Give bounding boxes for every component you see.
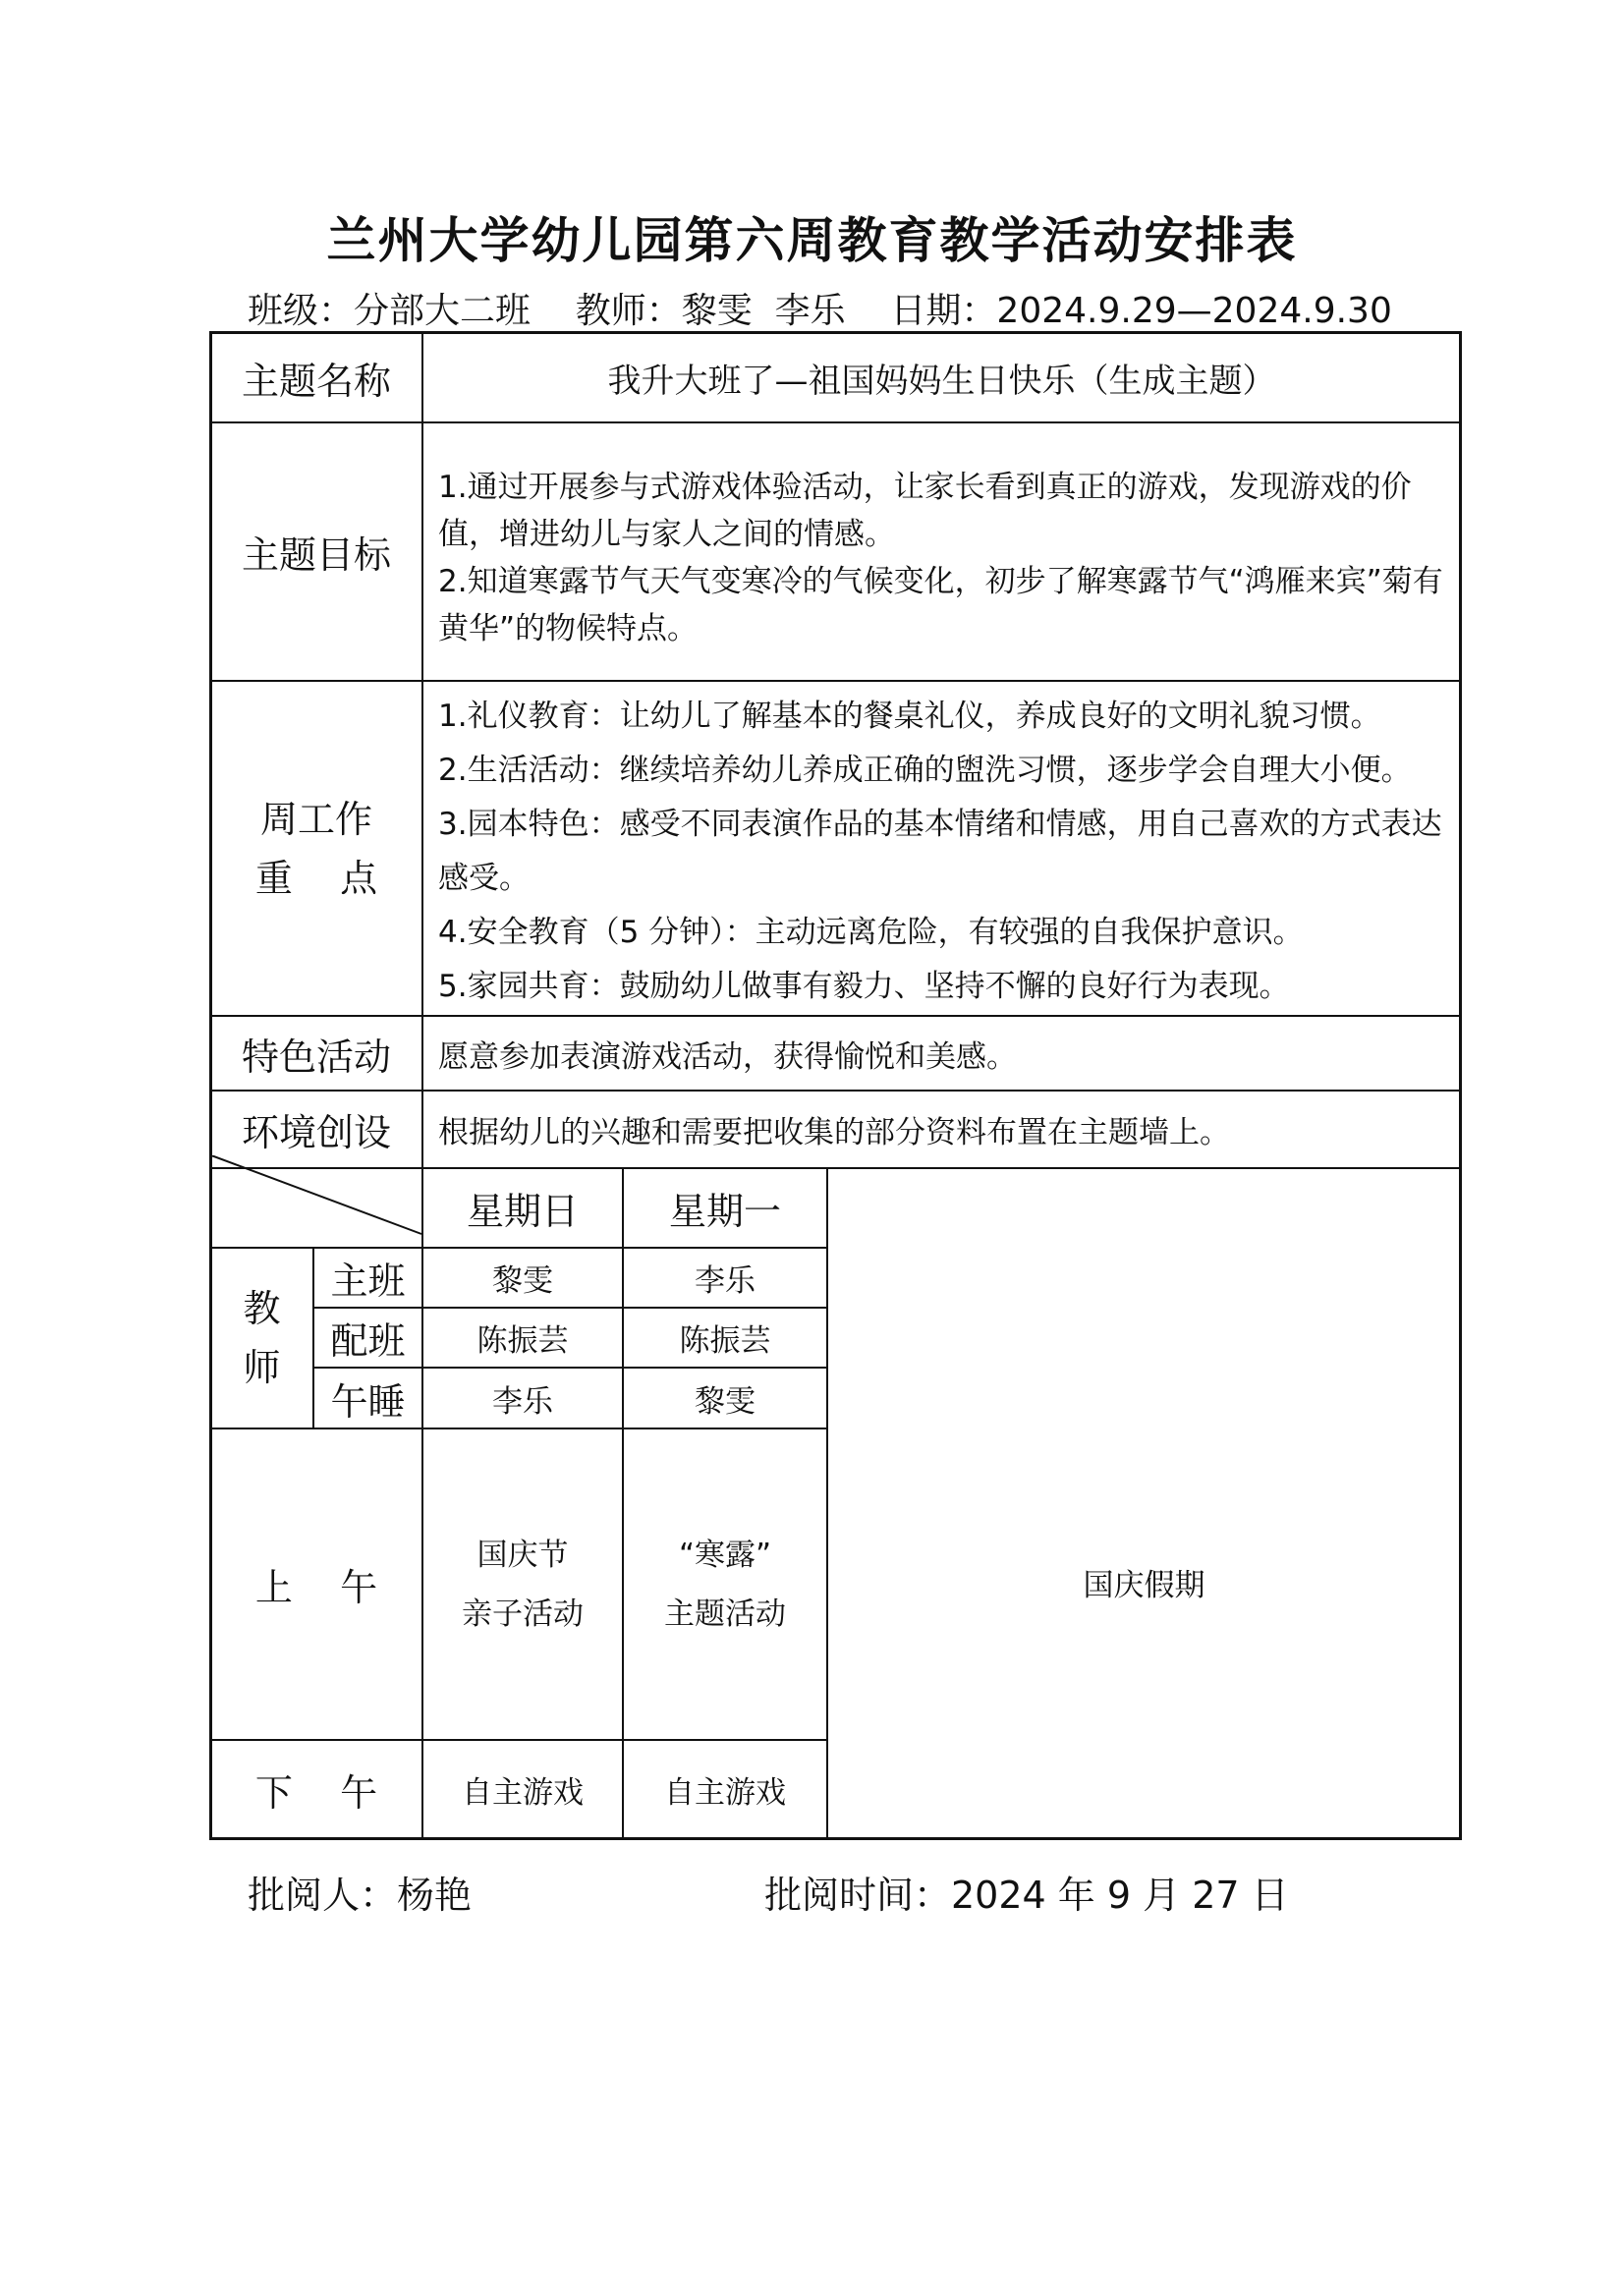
review-time: 批阅时间：2024 年 9 月 27 日 xyxy=(764,1874,1289,1917)
theme-name-label: 主题名称 xyxy=(241,359,391,403)
class-teacher-date-line: 班级：分部大二班 教师：黎雯 李乐 日期：2024.9.29—2024.9.30 xyxy=(248,291,1392,331)
teacher-cell: 李乐 xyxy=(695,1263,756,1299)
holiday-block: 国庆假期 xyxy=(1083,1568,1205,1603)
weekly-focus-label-line1: 周工作 xyxy=(259,797,372,841)
morning-label: 上 午 xyxy=(254,1566,378,1609)
teacher-cell: 陈振芸 xyxy=(679,1323,771,1359)
morning-activity-line: 主题活动 xyxy=(664,1596,786,1632)
day-header-monday: 星期一 xyxy=(668,1190,781,1233)
weekly-focus-item: 1.礼仪教育：让幼儿了解基本的餐桌礼仪，养成良好的文明礼貌习惯。 xyxy=(438,699,1381,734)
theme-goal-item: 2.知道寒露节气天气变寒冷的气候变化，初步了解寒露节气“鸿雁来宾”菊有黄华”的物候特点。 xyxy=(438,564,1443,646)
morning-activity-line: 亲子活动 xyxy=(462,1596,584,1632)
theme-goal-item: 1.通过开展参与式游戏体验活动，让家长看到真正的游戏，发现游戏的价值，增进幼儿与家人之间的情感。 xyxy=(438,470,1412,552)
teacher-group-label-char: 师 xyxy=(243,1346,281,1389)
teacher-cell: 李乐 xyxy=(492,1383,553,1420)
special-activity-label: 特色活动 xyxy=(241,1035,391,1079)
weekly-focus-item: 4.安全教育（5 分钟）：主动远离危险，有较强的自我保护意识。 xyxy=(438,915,1304,950)
day-header-sunday: 星期日 xyxy=(466,1190,579,1233)
weekly-focus-item: 3.园本特色：感受不同表演作品的基本情绪和情感，用自己喜欢的方式表达感受。 xyxy=(438,807,1442,896)
special-activity-value: 愿意参加表演游戏活动，获得愉悦和美感。 xyxy=(438,1038,1017,1075)
morning-activity-monday xyxy=(624,1429,826,1739)
weekly-focus-label-line2: 重 点 xyxy=(254,856,378,900)
weekly-focus-label xyxy=(211,682,421,1015)
teacher-group-label-char: 教 xyxy=(243,1287,281,1330)
afternoon-activity-sunday: 自主游戏 xyxy=(462,1775,584,1811)
role-assistant: 配班 xyxy=(330,1319,406,1363)
teacher-cell: 黎雯 xyxy=(695,1383,756,1420)
teacher-cell: 黎雯 xyxy=(492,1263,553,1299)
role-main: 主班 xyxy=(330,1260,406,1303)
role-nap: 午睡 xyxy=(330,1379,406,1424)
weekly-focus-item: 2.生活活动：继续培养幼儿养成正确的盥洗习惯，逐步学会自理大小便。 xyxy=(438,753,1412,788)
reviewer: 批阅人：杨艳 xyxy=(248,1874,473,1917)
theme-name-value: 我升大班了—祖国妈妈生日快乐（生成主题） xyxy=(607,361,1276,401)
page-title: 兰州大学幼儿园第六周教育教学活动安排表 xyxy=(326,212,1298,269)
morning-activity-line: “寒露” xyxy=(678,1537,772,1573)
weekly-focus-item: 5.家园共育：鼓励幼儿做事有毅力、坚持不懈的良好行为表现。 xyxy=(438,969,1290,1004)
theme-goal-label: 主题目标 xyxy=(241,533,391,577)
afternoon-activity-monday: 自主游戏 xyxy=(664,1775,786,1811)
environment-label: 环境创设 xyxy=(241,1111,391,1154)
theme-goals xyxy=(438,464,1455,652)
teacher-group-label xyxy=(211,1249,312,1428)
weekly-focus-items xyxy=(438,690,1455,1014)
morning-activity-sunday xyxy=(423,1429,622,1739)
afternoon-label: 下 午 xyxy=(254,1771,378,1815)
teacher-cell: 陈振芸 xyxy=(476,1323,569,1359)
diagonal-header-line xyxy=(211,1155,423,1236)
morning-activity-line: 国庆节 xyxy=(476,1537,569,1573)
environment-value: 根据幼儿的兴趣和需要把收集的部分资料布置在主题墙上。 xyxy=(438,1115,1230,1150)
